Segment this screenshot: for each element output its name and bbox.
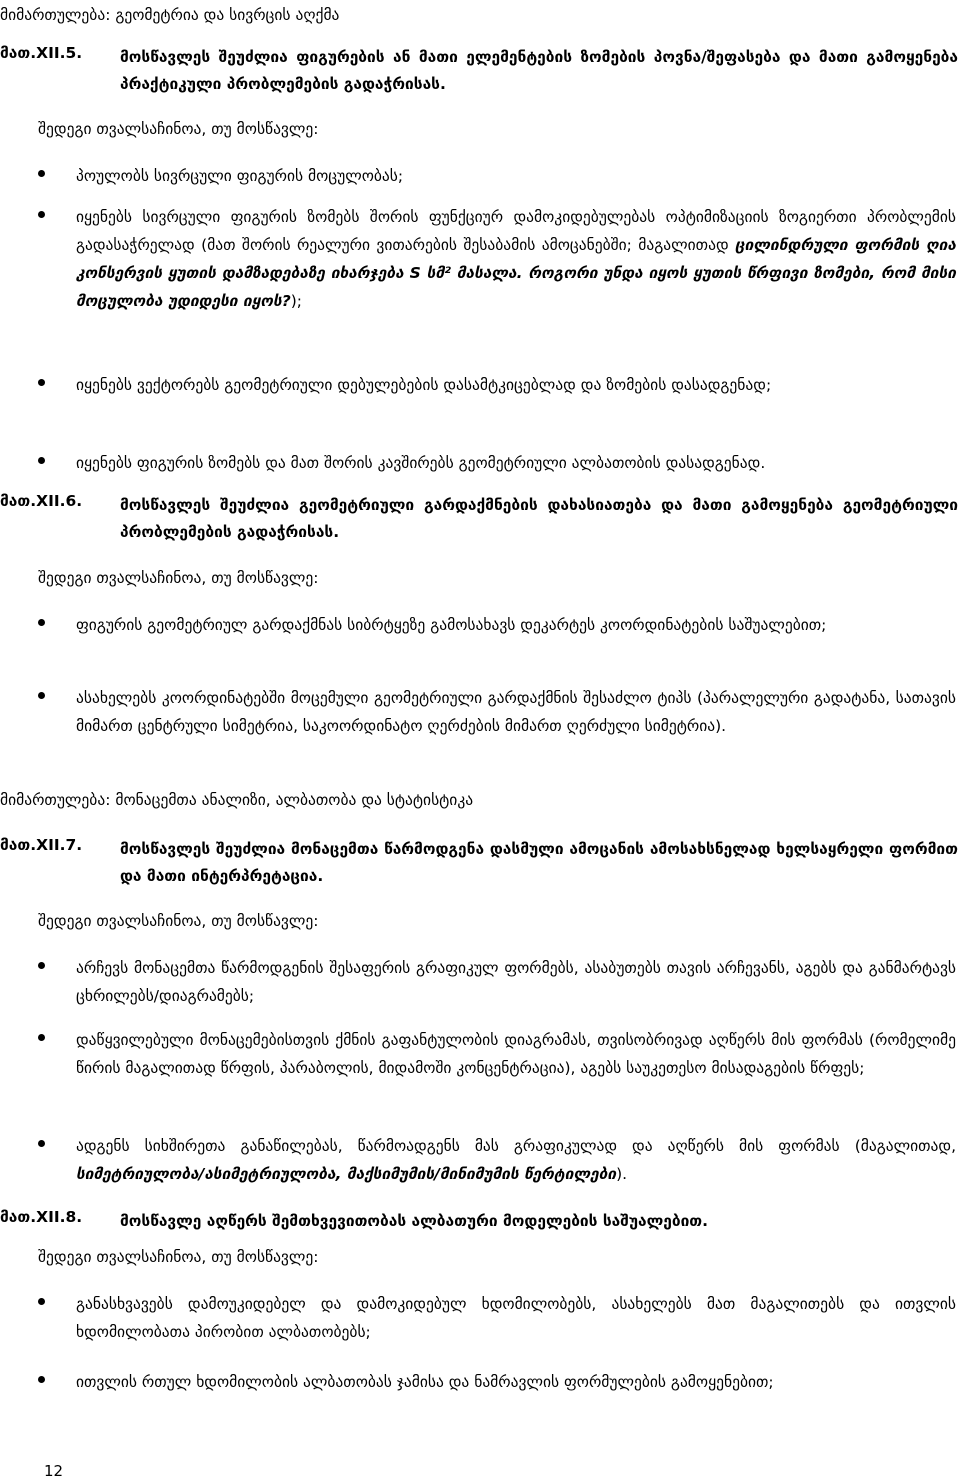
standard-text: მოსწავლეს შეუძლია მონაცემთა წარმოდგენა დასმული ამოცანის ამოსახსნელად ხელსაყრელი ფორმით და მათი ინტერპრეტაცია.	[120, 840, 958, 885]
standard-xii-8	[0, 1208, 958, 1236]
list-item-text: ფიგურის გეომეტრიულ გარდაქმნას სიბრტყეზე გამოსახავს დეკარტეს კოორდინატების საშუალებით;	[76, 616, 827, 634]
list-item-text: იყენებს ფიგურის ზომებს და მათ შორის კავშირებს გეომეტრიული ალბათობის დასადგენად.	[76, 454, 766, 472]
list-item	[38, 1026, 956, 1114]
page-number: 12	[44, 1462, 64, 1480]
standard-text: მოსწავლეს შეუძლია ფიგურების ან მათი ელემენტების ზომების პოვნა/შეფასება და მათი გამოყენება პრაქტიკული პრობლემების გადაჭრისას.	[120, 48, 958, 93]
list-item-text: არჩევს მონაცემთა წარმოდგენის შესაფერის გრაფიკულ ფორმებს, ასაბუთებს თავის არჩევანს, აგებს და განმარტავს ცხრილებს/დიაგრამებს;	[76, 959, 956, 1005]
list-item	[38, 371, 956, 429]
standard-xii-7	[0, 836, 958, 892]
standard-xii-6	[0, 492, 958, 548]
list-item	[38, 1368, 956, 1398]
list-item-text: ასახელებს კოორდინატებში მოცემული გეომეტრიული გარდაქმნის შესაძლო ტიპს (პარალელური გადატანა, სათავის მიმართ ცენტრული სიმეტრია, საკოორდინატო ღერძების მიმართ ღერძული სიმეტრია).	[76, 689, 956, 735]
bullet-icon	[38, 1034, 45, 1041]
standard-text: მოსწავლეს შეუძლია გეომეტრიული გარდაქმნების დახასიათება და მათი გამოყენება გეომეტრიული პრობლემების გადაჭრისას.	[120, 496, 958, 541]
example-emphasis: ცილინდრული ფორმის ღია კონსერვის ყუთის დამზადებაზე იხარჯება S სმ² მასალა. როგორი უნდა იყოს ყუთის წრფივი ზომები, რომ მისი მოცულობა უდიდესი იყოს?	[76, 236, 956, 310]
list-item-text: იყენებს ვექტორებს გეომეტრიული დებულებების დასამტკიცებლად და ზომების დასადგენად;	[76, 376, 772, 394]
results-intro: შედეგი თვალსაჩინოა, თუ მოსწავლე:	[38, 912, 319, 930]
bullet-icon	[38, 1140, 45, 1147]
section-direction-data-analysis: მიმართულება: მონაცემთა ანალიზი, ალბათობა და სტატისტიკა	[0, 791, 474, 809]
bullet-icon	[38, 1376, 45, 1383]
list-item	[38, 684, 956, 772]
list-item	[38, 162, 956, 192]
bullet-icon	[38, 619, 45, 626]
results-intro: შედეგი თვალსაჩინოა, თუ მოსწავლე:	[38, 1248, 319, 1266]
list-item-text: იყენებს სივრცული ფიგურის ზომებს შორის ფუნქციურ დამოკიდებულებას ოპტიმიზაციის ზოგიერთი პრობლემის გადასაჭრელად (მათ შორის რეალური ვითარების შესაბამის ამოცანებში; მაგალითად ცილინდრული ფორმის ღია კონსერვის ყუთის დამზადებაზე იხარჯება S სმ² მასალა. როგორი უნდა იყოს ყუთის წრფივი ზომები, რომ მისი მოცულობა უდიდესი იყოს?);	[76, 208, 956, 310]
standard-xii-5	[0, 44, 958, 100]
standard-code: მათ.XII.5.	[0, 44, 83, 62]
list-item-text: პოულობს სივრცული ფიგურის მოცულობას;	[76, 167, 404, 185]
list-item	[38, 203, 956, 353]
list-item-text: ითვლის რთულ ხდომილობის ალბათობას ჯამისა და ნამრავლის ფორმულების გამოყენებით;	[76, 1373, 774, 1391]
list-item-text: ადგენს სიხშირეთა განაწილებას, წარმოადგენს მას გრაფიკულად და აღწერს მის ფორმას (მაგალითად, სიმეტრიულობა/ასიმეტრიულობა, მაქსიმუმის/მინიმუმის წერტილები).	[76, 1137, 956, 1183]
list-item-text: დაწყვილებული მონაცემებისთვის ქმნის გაფანტულობის დიაგრამას, თვისობრივად აღწერს მის ფორმას (რომელიმე წირის მაგალითად წრფის, პარაბოლის, მიდამოში კონცენტრაცია), აგებს საუკეთესო მისადაგების წრფეს;	[76, 1031, 956, 1077]
list-item	[38, 954, 956, 1012]
bullet-icon	[38, 962, 45, 969]
standard-text: მოსწავლე აღწერს შემთხვევითობას ალბათური მოდელების საშუალებით.	[120, 1212, 709, 1230]
bullet-icon	[38, 457, 45, 464]
standard-code: მათ.XII.6.	[0, 492, 83, 510]
bullet-icon	[38, 1298, 45, 1305]
standard-code: მათ.XII.7.	[0, 836, 83, 854]
example-emphasis: სიმეტრიულობა/ასიმეტრიულობა, მაქსიმუმის/მინიმუმის წერტილები	[76, 1165, 617, 1183]
bullet-icon	[38, 170, 45, 177]
list-item	[38, 449, 956, 479]
bullet-icon	[38, 692, 45, 699]
list-item	[38, 1132, 956, 1190]
bullet-icon	[38, 211, 45, 218]
list-item	[38, 611, 956, 669]
results-intro: შედეგი თვალსაჩინოა, თუ მოსწავლე:	[38, 120, 319, 138]
section-direction-geometry: მიმართულება: გეომეტრია და სივრცის აღქმა	[0, 6, 340, 24]
list-item-text: განასხვავებს დამოუკიდებელ და დამოკიდებულ ხდომილობებს, ასახელებს მათ მაგალითებს და ითვლის ხდომილობათა პირობით ალბათობებს;	[76, 1295, 956, 1341]
bullet-icon	[38, 379, 45, 386]
standard-code: მათ.XII.8.	[0, 1208, 83, 1226]
list-item	[38, 1290, 956, 1348]
results-intro: შედეგი თვალსაჩინოა, თუ მოსწავლე:	[38, 569, 319, 587]
